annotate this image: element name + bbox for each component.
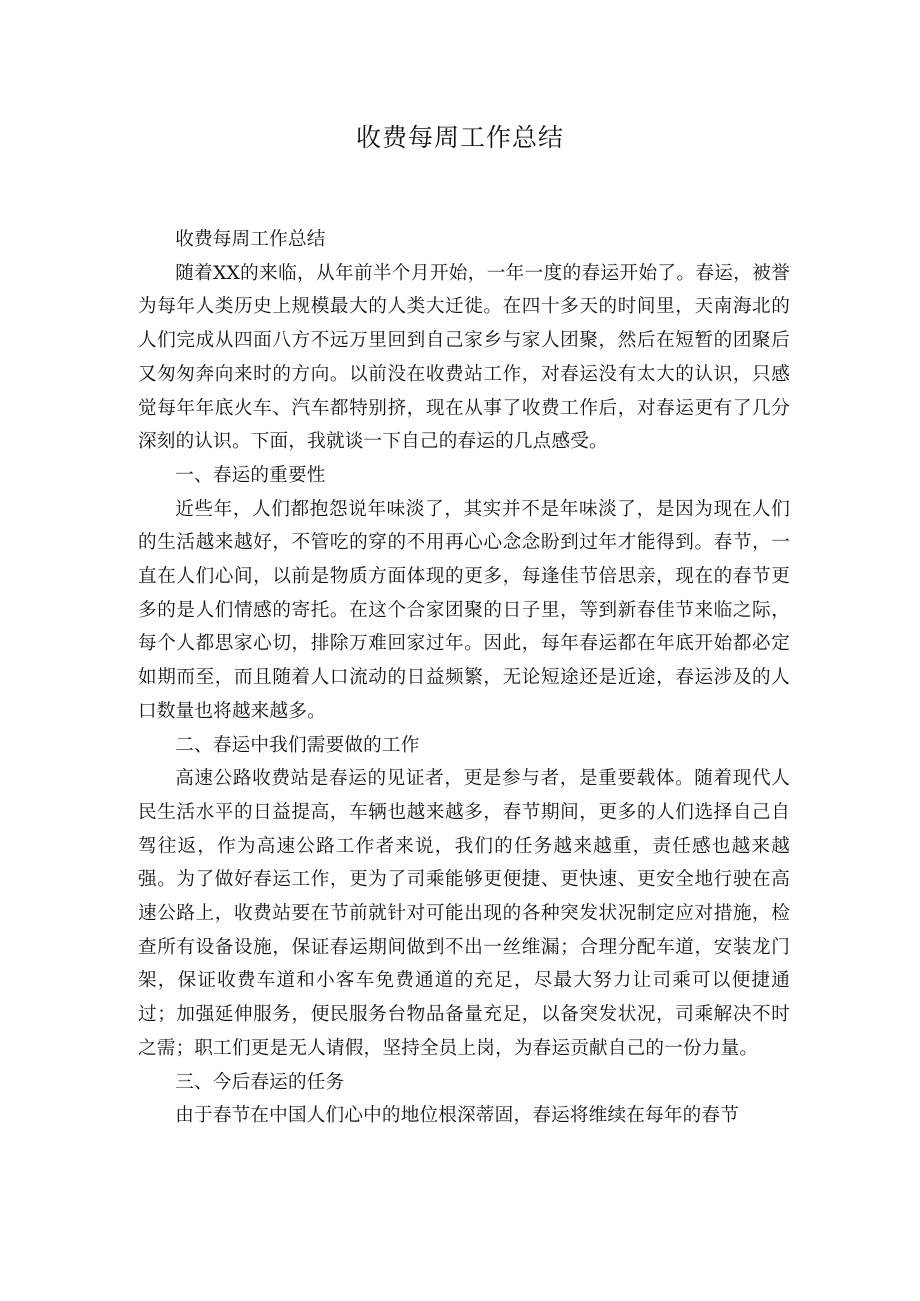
intro-paragraph: 随着XX的来临，从年前半个月开始，一年一度的春运开始了。春运，被誉为每年人类历史上规模最大的人类大迁徙。在四十多天的时间里，天南海北的人们完成从四面八方不远万里回到自己家乡与家人团聚，然后在短暂的团聚后又匆匆奔向来时的方向。以前没在收费站工作，对春运没有太大的认识，只感觉每年年底火车、汽车都特别挤，现在从事了收费工作后，对春运更有了几分深刻的认识。下面，我就谈一下自己的春运的几点感受。 xyxy=(138,262,790,453)
section-2-paragraph: 高速公路收费站是春运的见证者，更是参与者，是重要载体。随着现代人民生活水平的日益提高，车辆也越来越多，春节期间，更多的人们选择自己自驾往返，作为高速公路工作者来说，我们的任务越来越重，责任感也越来越强。为了做好春运工作，更为了司乘能够更便捷、更快速、更安全地行驶在高速公路上，收费站要在节前就针对可能出现的各种突发状况制定应对措施，检查所有设备设施，保证春运期间做到不出一丝维漏；合理分配车道，安装龙门架，保证收费车道和小客车免费通道的充足，尽最大努力让司乘可以便捷通过；加强延伸服务，便民服务台物品备量充足，以备突发状况，司乘解决不时之需；职工们更是无人请假，坚持全员上岗，为春运贡献自己的一份力量。 xyxy=(138,768,790,1059)
section-1-paragraph: 近些年，人们都抱怨说年味淡了，其实并不是年味淡了，是因为现在人们的生活越来越好，不管吃的穿的不用再心心念念盼到过年才能得到。春节，一直在人们心间，以前是物质方面体现的更多，每逢佳节倍思亲，现在的春节更多的是人们情感的寄托。在这个合家团聚的日子里，等到新春佳节来临之际，每个人都思家心切，排除万难回家过年。因此，每年春运都在年底开始都必定如期而至，而且随着人口流动的日益频繁，无论短途还是近途，春运涉及的人口数量也将越来越多。 xyxy=(138,498,790,722)
section-heading-3: 三、今后春运的任务 xyxy=(175,1071,345,1093)
document-body xyxy=(138,223,790,1133)
document-title: 收费每周工作总结 xyxy=(355,123,564,152)
section-heading-1: 一、春运的重要性 xyxy=(175,464,326,486)
section-heading-2: 二、春运中我们需要做的工作 xyxy=(175,734,420,756)
subtitle-paragraph: 收费每周工作总结 xyxy=(175,229,326,250)
section-3-paragraph: 由于春节在中国人们心中的地位根深蒂固，春运将维续在每年的春节 xyxy=(175,1105,740,1127)
